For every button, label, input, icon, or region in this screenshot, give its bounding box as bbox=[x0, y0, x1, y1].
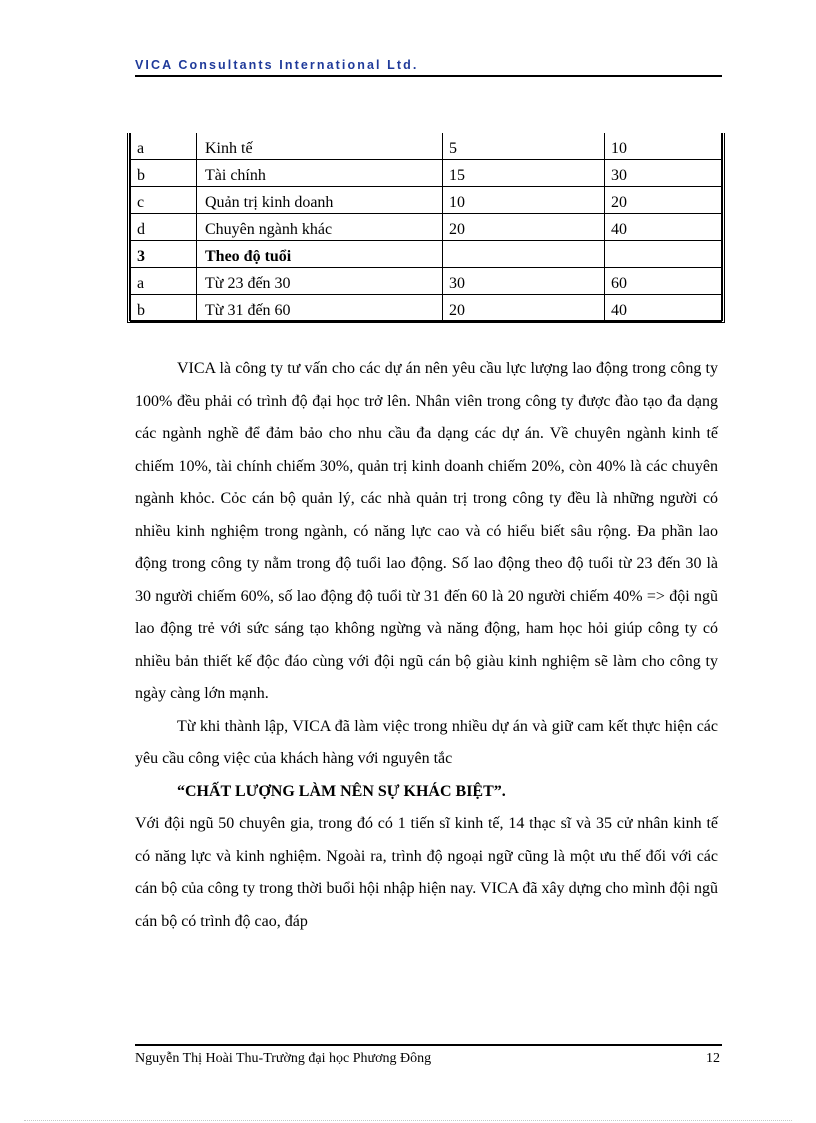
body-paragraph: VICA là công ty tư vấn cho các dự án nên yêu cầu lực lượng lao động trong công ty 100% đều phải có trình độ đại học trở lên. Nhân viên trong công ty được đào tạo đa dạng các ngành nghề để đảm bảo cho nhu cầu đa dạng các dự án. Về chuyên ngành kinh tế chiếm 10%, tài chính chiếm 30%, quản trị kinh doanh chiếm 20%, còn 40% là các chuyên ngành khỏc. Cỏc cán bộ quản lý, các nhà quản trị trong công ty đều là những người có nhiều kinh nghiệm trong ngành, có năng lực cao và có hiểu biết sâu rộng. Đa phần lao động trong công ty nằm trong độ tuổi lao động. Số lao động theo độ tuổi từ 23 đến 30 là 30 người chiếm 60%, số lao động độ tuổi từ 31 đến 60 là 20 người chiếm 40% => đội ngũ lao động trẻ với sức sáng tạo không ngừng và năng động, ham học hỏi giúp công ty có nhiều bản thiết kế độc đáo cùng với đội ngũ cán bộ giàu kinh nghiệm sẽ làm cho công ty ngày càng lớn mạnh. bbox=[135, 360, 718, 702]
company-name: VICA Consultants International Ltd. bbox=[135, 58, 419, 72]
table-row bbox=[131, 268, 722, 295]
row-number-cell: d bbox=[131, 214, 197, 241]
row-percent-cell: 30 bbox=[605, 160, 722, 187]
row-label-cell: Từ 23 đến 30 bbox=[197, 268, 443, 295]
table-row bbox=[131, 133, 722, 160]
row-label-cell: Theo độ tuổi bbox=[197, 241, 443, 268]
document-body bbox=[135, 353, 718, 938]
row-label-cell: Chuyên ngành khác bbox=[197, 214, 443, 241]
header-divider bbox=[135, 75, 722, 77]
row-label-cell: Tài chính bbox=[197, 160, 443, 187]
body-paragraph: Với đội ngũ 50 chuyên gia, trong đó có 1 tiến sĩ kinh tế, 14 thạc sĩ và 35 cử nhân kinh tế có năng lực và kinh nghiệm. Ngoài ra, trình độ ngoại ngữ cũng là một ưu thế đối với các cán bộ của công ty trong thời buổi hội nhập hiện nay. VICA đã xây dựng cho mình đội ngũ cán bộ có trình độ cao, đáp bbox=[135, 815, 718, 930]
footer-row bbox=[135, 1050, 722, 1068]
row-label-cell: Kinh tế bbox=[197, 133, 443, 160]
row-count-cell bbox=[443, 241, 605, 268]
row-number-cell: b bbox=[131, 295, 197, 322]
table-row bbox=[131, 160, 722, 187]
row-percent-cell: 40 bbox=[605, 295, 722, 322]
row-number-cell: a bbox=[131, 133, 197, 160]
row-percent-cell: 20 bbox=[605, 187, 722, 214]
body-paragraph: Từ khi thành lập, VICA đã làm việc trong nhiều dự án và giữ cam kết thực hiện các yêu cầu công việc của khách hàng với nguyên tắc bbox=[135, 717, 718, 767]
row-percent-cell: 40 bbox=[605, 214, 722, 241]
row-percent-cell bbox=[605, 241, 722, 268]
row-count-cell: 15 bbox=[443, 160, 605, 187]
row-count-cell: 5 bbox=[443, 133, 605, 160]
table-row bbox=[131, 295, 722, 322]
staff-table bbox=[130, 133, 722, 322]
row-count-cell: 20 bbox=[443, 295, 605, 322]
table-section-row bbox=[131, 241, 722, 268]
row-percent-cell: 10 bbox=[605, 133, 722, 160]
row-count-cell: 20 bbox=[443, 214, 605, 241]
row-number-cell: a bbox=[131, 268, 197, 295]
page-footer bbox=[135, 1044, 722, 1068]
page-header bbox=[135, 57, 722, 77]
page-number: 12 bbox=[706, 1051, 720, 1066]
table-row bbox=[131, 214, 722, 241]
table-row bbox=[131, 187, 722, 214]
footer-divider bbox=[135, 1044, 722, 1046]
row-number-cell: 3 bbox=[131, 241, 197, 268]
footer-author: Nguyễn Thị Hoài Thu-Trường đại học Phương Đông bbox=[135, 1051, 432, 1066]
staff-table-container bbox=[127, 133, 728, 326]
row-number-cell: c bbox=[131, 187, 197, 214]
row-percent-cell: 60 bbox=[605, 268, 722, 295]
row-count-cell: 10 bbox=[443, 187, 605, 214]
staff-table-body bbox=[131, 133, 722, 322]
row-count-cell: 30 bbox=[443, 268, 605, 295]
page-bottom-edge bbox=[24, 1120, 792, 1121]
row-label-cell: Quản trị kinh doanh bbox=[197, 187, 443, 214]
row-label-cell: Từ 31 đến 60 bbox=[197, 295, 443, 322]
row-number-cell: b bbox=[131, 160, 197, 187]
company-slogan: “CHẤT LƯỢNG LÀM NÊN SỰ KHÁC BIỆT”. bbox=[177, 782, 506, 800]
